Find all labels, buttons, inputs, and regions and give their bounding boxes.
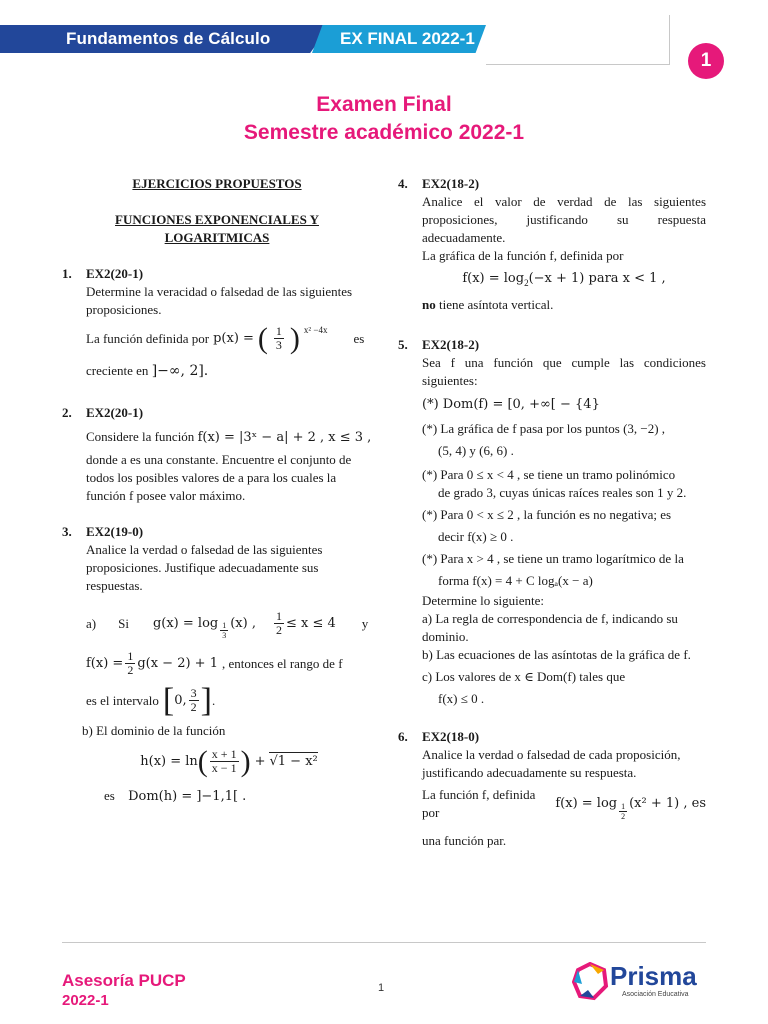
question-text: Analice la verdad o falsedad de cada proposición, justificando adecuadamente su respuesta.: [422, 747, 681, 780]
q5-part-b: b) Las ecuaciones de las asíntotas de la gráfica de f.: [422, 647, 691, 662]
logo-text: Prisma: [610, 961, 697, 991]
q3-dom: Dom(h) = ]−1,1[ .: [128, 789, 247, 804]
header-rule-vertical: [669, 15, 670, 65]
q4-no-line: [422, 296, 706, 314]
q1-es: es: [353, 330, 365, 346]
q1-interval-line: [86, 362, 372, 380]
condition-1: (*) Dom(f) = [0, +∞[ − {4}: [422, 397, 600, 412]
q2-math: f(x) = |3ˣ − a| + 2 , x ≤ 3 ,: [197, 430, 372, 445]
question-number: 1.: [62, 266, 72, 281]
condition-5b: forma f(x) = 4 + C logₐ(x − a): [438, 573, 593, 588]
condition-5: (*) Para x > 4 , se tiene un tramo logarítmico de la: [422, 551, 684, 566]
fraction: $\frac{3}{2}$: [190, 686, 197, 714]
exam-subtitle: Semestre académico 2022-1: [243, 121, 525, 144]
condition-2b: (5, 4) y (6, 6) .: [438, 443, 514, 458]
log-base: $\frac{1}{3}$: [222, 621, 227, 640]
condition-4: (*) Para 0 < x ≤ 2 , la función es no negativa; es: [422, 507, 672, 522]
q3-h-line: [86, 744, 372, 778]
q1-creciente: creciente en: [86, 363, 149, 378]
q5-part-c2: f(x) ≤ 0 .: [438, 691, 485, 706]
q6-math: f(x) = log: [555, 796, 618, 811]
q3-f: f(x) =: [86, 655, 124, 671]
right-bracket: ]: [200, 681, 212, 719]
q2-line: [86, 428, 372, 447]
q5-determine: Determine lo siguiente:: [422, 593, 545, 608]
left-paren: (: [257, 321, 268, 355]
q1-interval: ]−∞, 2].: [151, 363, 209, 379]
q3-dom-line: [104, 787, 372, 806]
question-3: [62, 523, 372, 806]
question-text: Sea f una función que cumple las condiciones siguientes:: [422, 355, 706, 388]
fraction: $\frac{1}{3}$: [275, 324, 282, 352]
question-number: 6.: [398, 729, 408, 744]
q3-dom-text: es: [104, 788, 115, 803]
question-number: 2.: [62, 405, 72, 420]
question-text: Analice el valor de verdad de las siguientes proposiciones, justificando su respuesta adecuadamente.: [422, 194, 706, 245]
q3-part-b: b) El dominio de la función: [82, 723, 226, 738]
question-code: EX2(19-0): [86, 524, 144, 539]
fraction: $\frac{1}{2}$: [127, 649, 134, 677]
exponent: x² −4x: [303, 325, 328, 335]
left-paren: (: [197, 744, 208, 778]
question-number: 3.: [62, 524, 72, 539]
log-base: $\frac{1}{2}$: [621, 801, 626, 821]
question-text: Determine la veracidad o falsedad de las siguientes proposiciones.: [86, 284, 353, 317]
q3-interval: [86, 681, 372, 719]
q6-math-b: (x² + 1) , es: [629, 796, 706, 811]
q1-proposition: [86, 321, 372, 355]
left-bracket: [: [162, 681, 175, 719]
footer-year: 2022-1: [62, 992, 109, 1009]
footer-rule: [62, 942, 706, 943]
question-code: EX2(18-2): [422, 337, 480, 352]
q4-math: f(x) = log: [462, 271, 525, 286]
q3-log: g(x) = log: [152, 615, 219, 631]
question-code: EX2(20-1): [86, 266, 144, 281]
condition-4b: decir f(x) ≥ 0 .: [438, 529, 514, 544]
header-rule: [486, 64, 670, 65]
question-2: [62, 404, 372, 505]
q5-part-a: a) La regla de correspondencia de f, indicando su dominio.: [422, 611, 678, 644]
q3-f-line: [86, 650, 372, 677]
q4-math-line: [422, 269, 706, 292]
q3-range: ≤ x ≤ 4: [285, 615, 336, 631]
log-base: 2: [524, 278, 529, 288]
q4-line: La gráfica de la función f, definida por: [422, 248, 624, 263]
course-title: Fundamentos de Cálculo: [66, 29, 271, 48]
q4-no-rest: tiene asíntota vertical.: [435, 297, 554, 312]
question-code: EX2(20-1): [86, 405, 144, 420]
question-text: Analice la verdad o falsedad de las siguientes proposiciones. Justifique adecuadamente sus respuestas.: [86, 542, 323, 593]
fraction: $\frac{1}{2}$: [275, 609, 282, 637]
question-4: [398, 175, 706, 314]
right-column: [398, 175, 706, 850]
question-code: EX2(18-0): [422, 729, 480, 744]
q3-log-arg: (x) ,: [230, 615, 256, 631]
condition-2: (*) La gráfica de f pasa por los puntos (3, −2) ,: [422, 421, 666, 436]
fraction: $\frac{x + 1}{x - 1}$: [211, 747, 237, 775]
footer-brand: Asesoría PUCP: [62, 971, 186, 990]
condition-3: (*) Para 0 ≤ x < 4 , se tiene un tramo polinómico: [422, 467, 676, 482]
q4-no: no: [422, 297, 436, 312]
question-code: EX2(18-2): [422, 176, 480, 191]
q5-part-c: c) Los valores de x ∈ Dom(f) tales que: [422, 669, 626, 684]
q3-rest: , entonces el rango de f: [221, 655, 343, 671]
question-5: [398, 336, 706, 708]
condition-3b: de grado 3, cuyas únicas raíces reales son 1 y 2.: [438, 485, 687, 500]
q3-interval-text: es el intervalo: [86, 692, 159, 708]
q3-h: h(x) = ln: [140, 753, 198, 769]
part-label: a): [86, 615, 97, 631]
right-paren: ): [240, 744, 251, 778]
question-6: [398, 728, 706, 850]
q6-end: una función par.: [422, 833, 507, 848]
q6-text: La función f, definida por: [422, 787, 536, 820]
exam-label: EX FINAL 2022-1: [340, 29, 475, 48]
q2-body: donde a es una constante. Encuentre el conjunto de todos los posibles valores de a para los cuales la función f posee valor máximo.: [86, 452, 352, 503]
interval-zero: 0,: [174, 692, 187, 708]
q3-si: Si: [118, 615, 129, 631]
period: .: [211, 692, 216, 708]
q6-line: [422, 786, 706, 822]
question-number: 4.: [398, 176, 408, 191]
section-heading: EJERCICIOS PROPUESTOS: [132, 176, 302, 191]
q3-y: y: [361, 615, 369, 631]
right-paren: ): [289, 321, 300, 355]
q2-text: Considere la función: [86, 429, 195, 444]
q4-math-b: (−x + 1) para x < 1 ,: [528, 271, 666, 286]
exam-title: Examen Final: [316, 93, 452, 116]
logo-subtitle: Asociación Educativa: [622, 991, 689, 998]
topic-heading: FUNCIONES EXPONENCIALES Y LOGARITMICAS: [115, 212, 319, 245]
q1-line: La función definida por: [86, 330, 210, 346]
q1-math: p(x) =: [213, 330, 254, 346]
question-number: 5.: [398, 337, 408, 352]
q3-sqrt: √1 − x²: [269, 754, 318, 769]
q3-part-a: [86, 607, 372, 640]
footer-page-number: 1: [378, 982, 385, 994]
plus: +: [254, 753, 266, 769]
q3-f2: g(x − 2) + 1: [137, 655, 218, 671]
left-column: [62, 175, 372, 806]
question-1: [62, 265, 372, 380]
page-number-badge: 1: [688, 43, 724, 79]
